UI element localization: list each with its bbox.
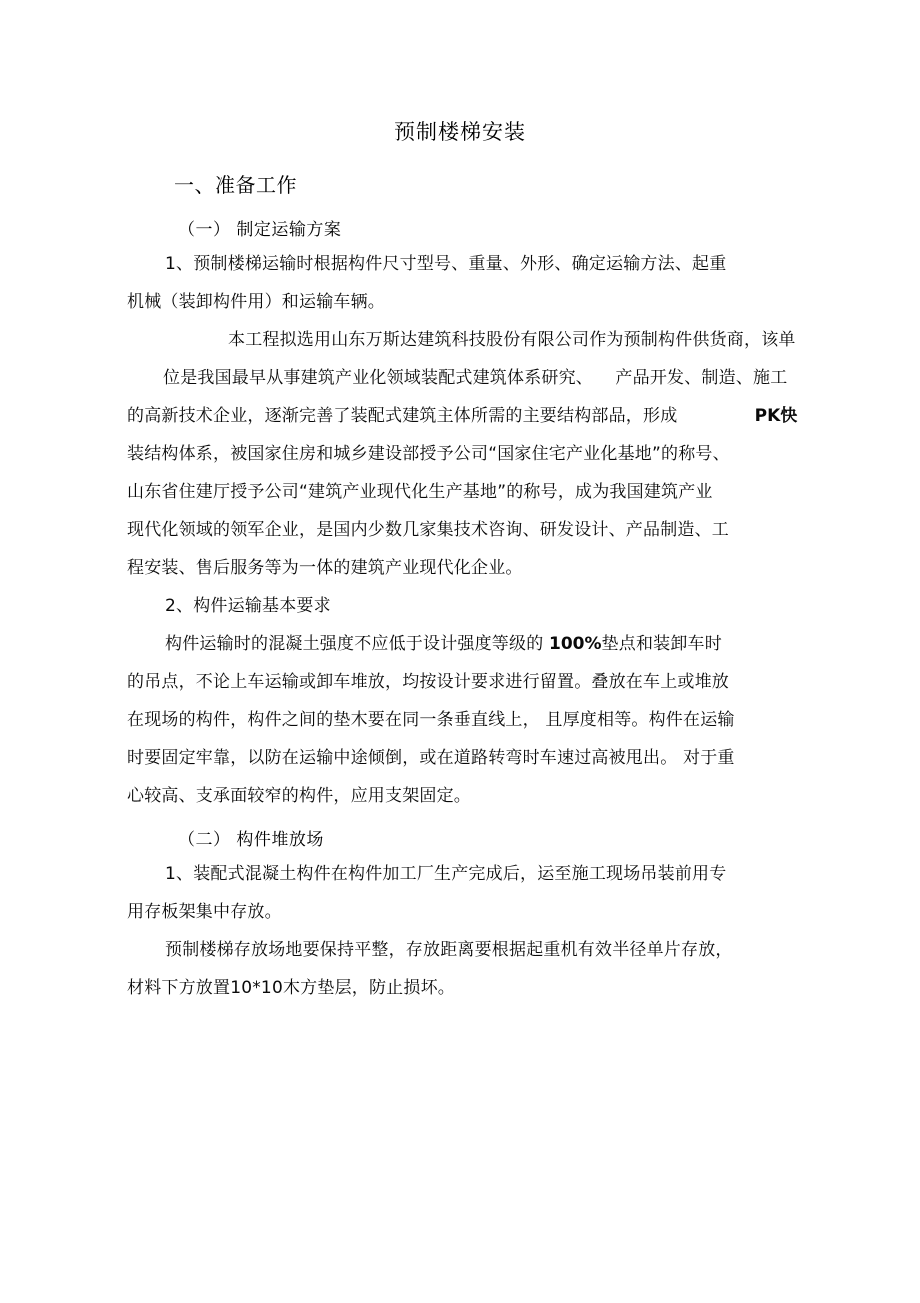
page-title: 预制楼梯安装 [394, 120, 526, 144]
text-line: 1、装配式混凝土构件在构件加工厂生产完成后，运至施工现场吊装前用专 [165, 864, 727, 884]
text-line: 在现场的构件，构件之间的垫木要在同一条垂直线上， 且厚度相等。构件在运输 [127, 710, 735, 730]
paragraph-heading-transport-requirements [0, 587, 920, 625]
text-line: 山东省住建厅授予公司“建筑产业现代化生产基地”的称号，成为我国建筑产业 [127, 482, 713, 502]
text-line: 机械（装卸构件用）和运输车辆。 [127, 292, 385, 312]
paragraph-storage-1 [0, 855, 920, 931]
item-heading-transport-requirements: 2、构件运输基本要求 [165, 596, 331, 616]
text-line: 材料下方放置10*10木方垫层，防止损坏。 [127, 978, 455, 998]
text-line: 预制楼梯存放场地要保持平整，存放距离要根据起重机有效半径单片存放， [165, 940, 733, 960]
subsection-heading-transport-plan: （一） 制定运输方案 [178, 220, 342, 240]
text-line: 1、预制楼梯运输时根据构件尺寸型号、重量、外形、确定运输方法、起重 [165, 254, 727, 274]
text-segment: 构件运输时的混凝土强度不应低于设计强度等级的 [165, 634, 550, 654]
text-line-with-emphasis [0, 625, 920, 663]
text-line: 本工程拟选用山东万斯达建筑科技股份有限公司作为预制构件供货商，该单 [228, 330, 796, 350]
text-segment: 的高新技术企业，逐渐完善了装配式建筑主体所需的主要结构部品，形成 [127, 406, 678, 426]
paragraph-transport-requirements [0, 625, 920, 815]
text-segment: 垫点和装卸车时 [601, 634, 722, 654]
subsection-heading-storage-yard: （二） 构件堆放场 [178, 830, 324, 850]
emphasis-100-percent: 100% [549, 634, 602, 654]
text-line: 装结构体系，被国家住房和城乡建设部授予公司“国家住宅产业化基地”的称号、 [127, 444, 730, 464]
text-line: 程安装、售后服务等为一体的建筑产业现代化企业。 [127, 558, 523, 578]
text-line: 时要固定牢靠，以防在运输中途倾倒，或在道路转弯时车速过高被甩出。 对于重 [127, 748, 735, 768]
section-heading-preparation: 一、准备工作 [174, 173, 297, 197]
paragraph-transport-method [0, 245, 920, 321]
text-line: 用存板架集中存放。 [127, 902, 282, 922]
text-line: 位是我国最早从事建筑产业化领域装配式建筑体系研究、 产品开发、制造、施工 [163, 368, 788, 388]
text-line: 心较高、支承面较窄的构件，应用支架固定。 [127, 786, 471, 806]
text-line: 现代化领域的领军企业，是国内少数几家集技术咨询、研发设计、产品制造、工 [127, 520, 729, 540]
paragraph-storage-2 [0, 931, 920, 1007]
emphasis-pk-kuai: PK快 [754, 406, 798, 426]
text-line-with-emphasis [0, 397, 920, 435]
paragraph-supplier [0, 321, 920, 587]
text-line: 的吊点，不论上车运输或卸车堆放，均按设计要求进行留置。叠放在车上或堆放 [127, 672, 729, 692]
